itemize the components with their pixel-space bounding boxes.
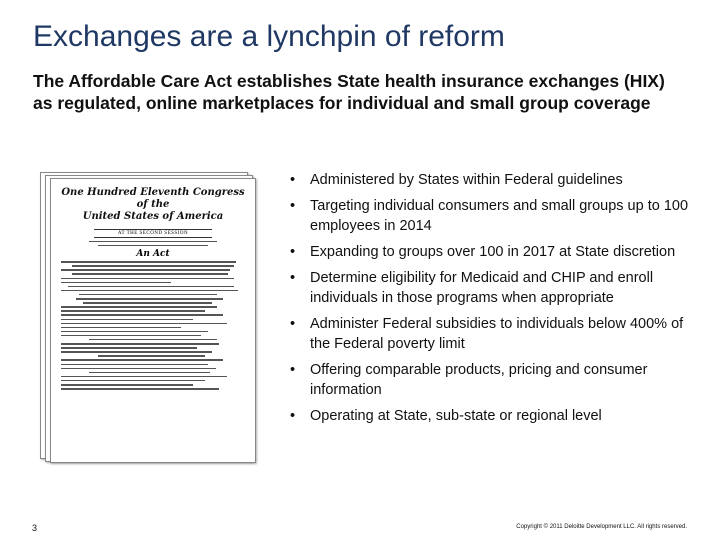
slide-subtitle: The Affordable Care Act establishes State health insurance exchanges (HIX) as regulated, online marketplaces for individual and small group coverage	[33, 71, 665, 113]
document-text-line	[61, 306, 217, 308]
bullet-item: • Offering comparable products, pricing and consumer information	[290, 360, 690, 400]
bullet-item: • Targeting individual consumers and small groups up to 100 employees in 2014	[290, 196, 690, 236]
document-heading-usa: United States of America	[82, 211, 224, 222]
copyright-notice: Copyright © 2011 Deloitte Development LLC. All rights reserved.	[516, 524, 687, 530]
slide-title: Exchanges are a lynchpin of reform	[33, 20, 505, 53]
bullet-item: • Determine eligibility for Medicaid and CHIP and enroll individuals in those programs when appropriate	[290, 268, 690, 308]
document-text-line	[68, 286, 234, 288]
document-text-line	[61, 343, 219, 345]
document-text-line	[61, 310, 205, 312]
bullet-item: • Administer Federal subsidies to individuals below 400% of the Federal poverty limit	[290, 314, 690, 354]
document-text-line	[61, 351, 212, 353]
document-text-line	[61, 347, 197, 349]
document-text-line	[61, 278, 234, 280]
document-page-front	[50, 178, 256, 463]
document-session: AT THE SECOND SESSION	[94, 229, 212, 238]
document-act-heading: An Act	[136, 248, 170, 259]
document-text-line	[98, 245, 208, 246]
document-text-line	[61, 282, 171, 284]
document-text-line	[79, 294, 217, 296]
document-text-line	[61, 359, 223, 361]
document-text-line	[83, 302, 212, 304]
document-text-line	[61, 376, 227, 378]
document-text-line	[61, 314, 223, 316]
bullet-item: • Administered by States within Federal guidelines	[290, 170, 690, 190]
document-text-line	[89, 339, 218, 341]
legislation-document-image	[40, 172, 262, 470]
document-text-line	[98, 355, 205, 357]
document-text-line	[61, 261, 236, 263]
document-text-line	[61, 327, 181, 329]
bullet-item: • Expanding to groups over 100 in 2017 at State discretion	[290, 242, 690, 262]
bullet-list	[290, 170, 690, 432]
document-text-line	[89, 372, 210, 374]
page-number: 3	[32, 523, 38, 533]
document-text-line	[61, 368, 216, 370]
bullet-item: • Operating at State, sub-state or regional level	[290, 406, 690, 426]
document-text-line	[72, 273, 228, 275]
document-text-line	[76, 298, 223, 300]
document-text-line	[61, 331, 208, 333]
document-text-line	[72, 265, 234, 267]
document-text-line	[61, 269, 230, 271]
document-text-line	[61, 364, 208, 366]
document-text-line	[61, 388, 219, 390]
document-text-line	[61, 384, 193, 386]
document-text-line	[89, 241, 218, 242]
document-text-line	[61, 380, 205, 382]
document-text-line	[61, 335, 201, 337]
document-heading-congress: One Hundred Eleventh Congress	[61, 187, 245, 198]
document-text-line	[61, 323, 227, 325]
document-text-line	[61, 290, 238, 292]
document-text-line	[61, 319, 193, 321]
document-heading-of-the: of the	[136, 199, 170, 210]
